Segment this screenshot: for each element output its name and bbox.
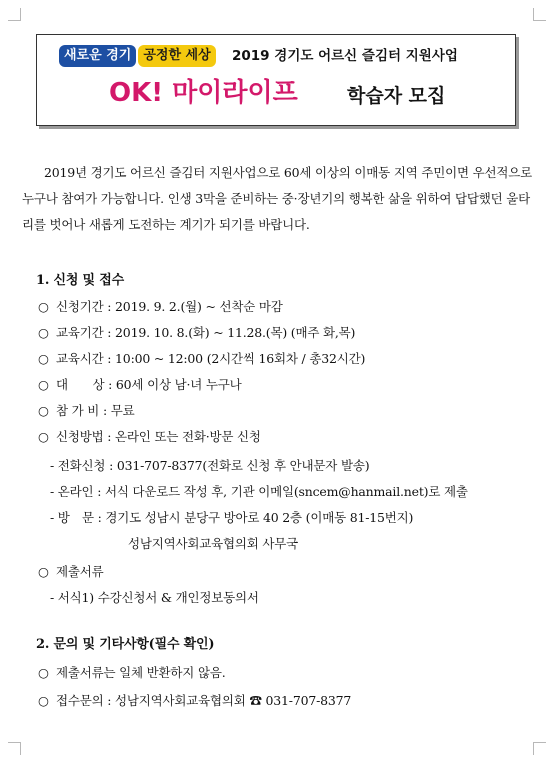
bullet-circle: ○ (38, 429, 49, 444)
contact-info: 접수문의 : 성남지역사회교육협의회 ☎ 031-707-8377 (56, 693, 352, 708)
office-name: 성남지역사회교육협의회 사무국 (128, 536, 299, 551)
list-item (38, 372, 242, 398)
online-application: - 온라인 : 서식 다운로드 작성 후, 기관 이메일(sncem@hanmail.net)로 제출 (50, 484, 468, 499)
bullet-circle: ○ (38, 403, 49, 418)
list-item (38, 424, 261, 450)
title-box (36, 34, 516, 126)
section1-heading: 1. 신청 및 접수 (36, 273, 124, 288)
course-time: 교육시간 : 10:00 ~ 12:00 (2시간씩 16회차 / 총32시간) (56, 351, 366, 366)
required-docs-label: 제출서류 (56, 564, 104, 579)
slogan-right: 공정한 세상 (138, 45, 215, 67)
no-return-notice: 제출서류는 일체 반환하지 않음. (56, 665, 226, 680)
list-item (38, 320, 355, 346)
bullet-circle: ○ (38, 325, 49, 340)
target-audience: 대 상 : 60세 이상 남·녀 누구나 (56, 377, 242, 392)
intro-paragraph: 2019년 경기도 어르신 즐김터 지원사업으로 60세 이상의 이매동 지역 주민이면 우선적으로 누구나 참여가 가능합니다. 인생 3막을 준비하는 중·장년기의 행복한 삶을 위하여 답답했던 울타리를 벗어나 새롭게 도전하는 계기가 되기를 바랍니다. (22, 165, 533, 232)
crop-mark-bottom-right (533, 742, 546, 755)
course-period: 교육기간 : 2019. 10. 8.(화) ~ 11.28.(목) (매주 화,목) (56, 325, 356, 340)
slogan-logo (59, 45, 216, 67)
list-item (38, 294, 283, 320)
list-item (38, 688, 351, 714)
phone-application: - 전화신청 : 031-707-8377(전화로 신청 후 안내문자 발송) (50, 458, 370, 473)
page-title: OK! 마이라이프 (109, 78, 298, 108)
list-item (38, 559, 104, 585)
bullet-circle: ○ (38, 299, 49, 314)
crop-mark-bottom-left (8, 742, 21, 755)
slogan-left: 새로운 경기 (59, 45, 136, 67)
list-item (38, 346, 365, 372)
bullet-circle: ○ (38, 377, 49, 392)
bullet-circle: ○ (38, 351, 49, 366)
bullet-circle: ○ (38, 693, 49, 708)
list-item (38, 660, 225, 686)
visit-application: - 방 문 : 경기도 성남시 분당구 방아로 40 2층 (이매동 81-15번지) (50, 510, 414, 525)
program-name: 2019 경기도 어르신 즐김터 지원사업 (232, 48, 458, 64)
page-subtitle: 학습자 모집 (347, 85, 446, 107)
fee: 참 가 비 : 무료 (56, 403, 135, 418)
application-period: 신청기간 : 2019. 9. 2.(월) ~ 선착순 마감 (56, 299, 283, 314)
crop-mark-top-right (533, 8, 546, 21)
bullet-circle: ○ (38, 665, 49, 680)
application-method: 신청방법 : 온라인 또는 전화·방문 신청 (56, 429, 261, 444)
required-docs: - 서식1) 수강신청서 & 개인정보동의서 (50, 590, 259, 605)
crop-mark-top-left (8, 8, 21, 21)
list-item (38, 398, 134, 424)
section2-heading: 2. 문의 및 기타사항(필수 확인) (36, 637, 215, 652)
bullet-circle: ○ (38, 564, 49, 579)
